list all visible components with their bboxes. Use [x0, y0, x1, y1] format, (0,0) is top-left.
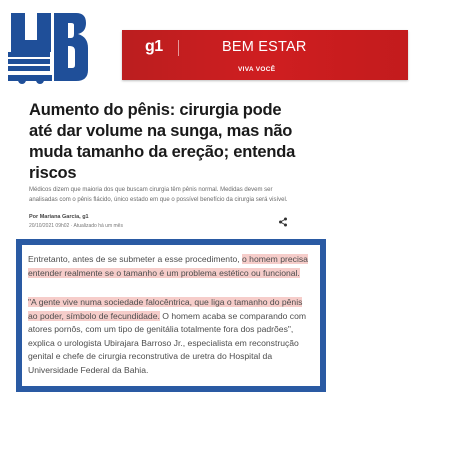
g1-logo[interactable]: g1	[145, 38, 163, 55]
article-author: Por Mariana Garcia, g1	[29, 214, 89, 220]
excerpt-p2-text: O homem acaba se comparando com atores pornôs, com um tipo de genitália totalmente fora dos padrões", explica o urologista Ubirajara Barroso Jr., especialista em reconstrução genital e chefe de cirurgia reconstrutiva de uretra do Hospital da Universidade Federal da Bahia.	[28, 310, 307, 375]
share-icon[interactable]	[278, 217, 288, 227]
excerpt-p1-highlight: o homem precisa entender realmente se o tamanho é um problema estético ou funcional.	[28, 254, 308, 278]
g1-section-banner[interactable]	[122, 30, 408, 80]
excerpt-paragraph-2	[28, 296, 308, 377]
article-date: 20/10/2021 09h02 · Atualizado há um mês	[29, 223, 123, 229]
subsection-title[interactable]: VIVA VOCÊ	[238, 66, 276, 73]
section-title[interactable]: BEM ESTAR	[222, 39, 307, 55]
banner-divider	[178, 40, 179, 56]
article-title: Aumento do pênis: cirurgia pode até dar volume na sunga, mas não muda tamanho da ereção; entenda riscos	[29, 101, 296, 182]
excerpt-paragraph-1	[28, 253, 308, 280]
ub-logo	[8, 10, 92, 86]
article-subtitle: Médicos dizem que maioria dos que buscam cirurgia têm pênis normal. Medidas devem ser analisadas com o pênis flácido, único estado em que o possível benefício da cirurgia será visível.	[29, 187, 288, 203]
excerpt-p2-highlight: "A gente vive numa sociedade falocêntrica, que liga o tamanho do pênis ao poder, símbolo de fecundidade.	[28, 297, 303, 321]
excerpt-p1-text: Entretanto, antes de se submeter a esse procedimento,	[28, 254, 243, 264]
